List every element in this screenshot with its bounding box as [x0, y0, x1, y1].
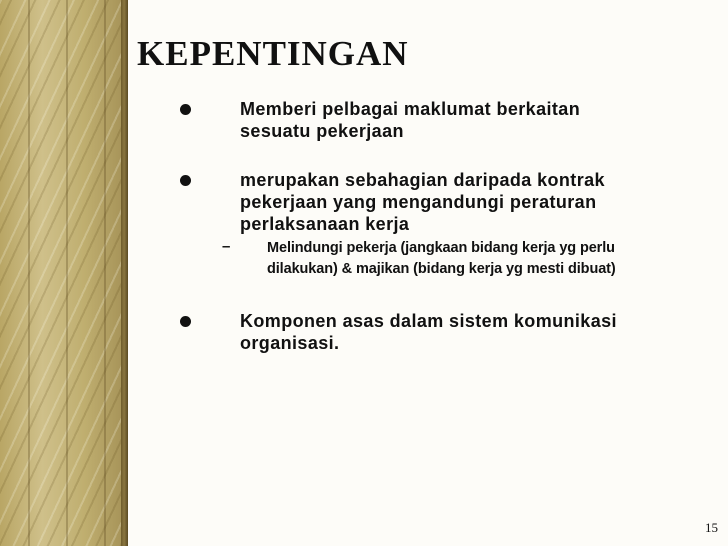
- bullet-dot-icon: [180, 104, 191, 115]
- bullet-text: merupakan sebahagian daripada kontrak pekerjaan yang mengandungi peraturan perlaksanaan kerja: [240, 170, 605, 234]
- bullet-item: [180, 310, 660, 354]
- bullet-item: [180, 98, 640, 142]
- bullet-dot-icon: [180, 175, 191, 186]
- sidebar-divider: [121, 0, 128, 546]
- dash-marker: –: [222, 238, 231, 255]
- sub-bullet-text: Melindungi pekerja (jangkaan bidang kerja yg perlu dilakukan) & majikan (bidang kerja yg mesti dibuat): [267, 240, 616, 277]
- bullet-text: Memberi pelbagai maklumat berkaitan sesuatu pekerjaan: [240, 99, 581, 141]
- page-number: 15: [705, 520, 718, 535]
- sub-bullet-item: [178, 238, 647, 280]
- bullet-item: [180, 169, 650, 235]
- bullet-text: Komponen asas dalam sistem komunikasi organisasi.: [240, 311, 617, 353]
- slide-title: KEPENTINGAN: [137, 34, 409, 73]
- bullet-dot-icon: [180, 316, 191, 327]
- bullet-list: [180, 98, 700, 354]
- decorative-wood-sidebar: [0, 0, 121, 546]
